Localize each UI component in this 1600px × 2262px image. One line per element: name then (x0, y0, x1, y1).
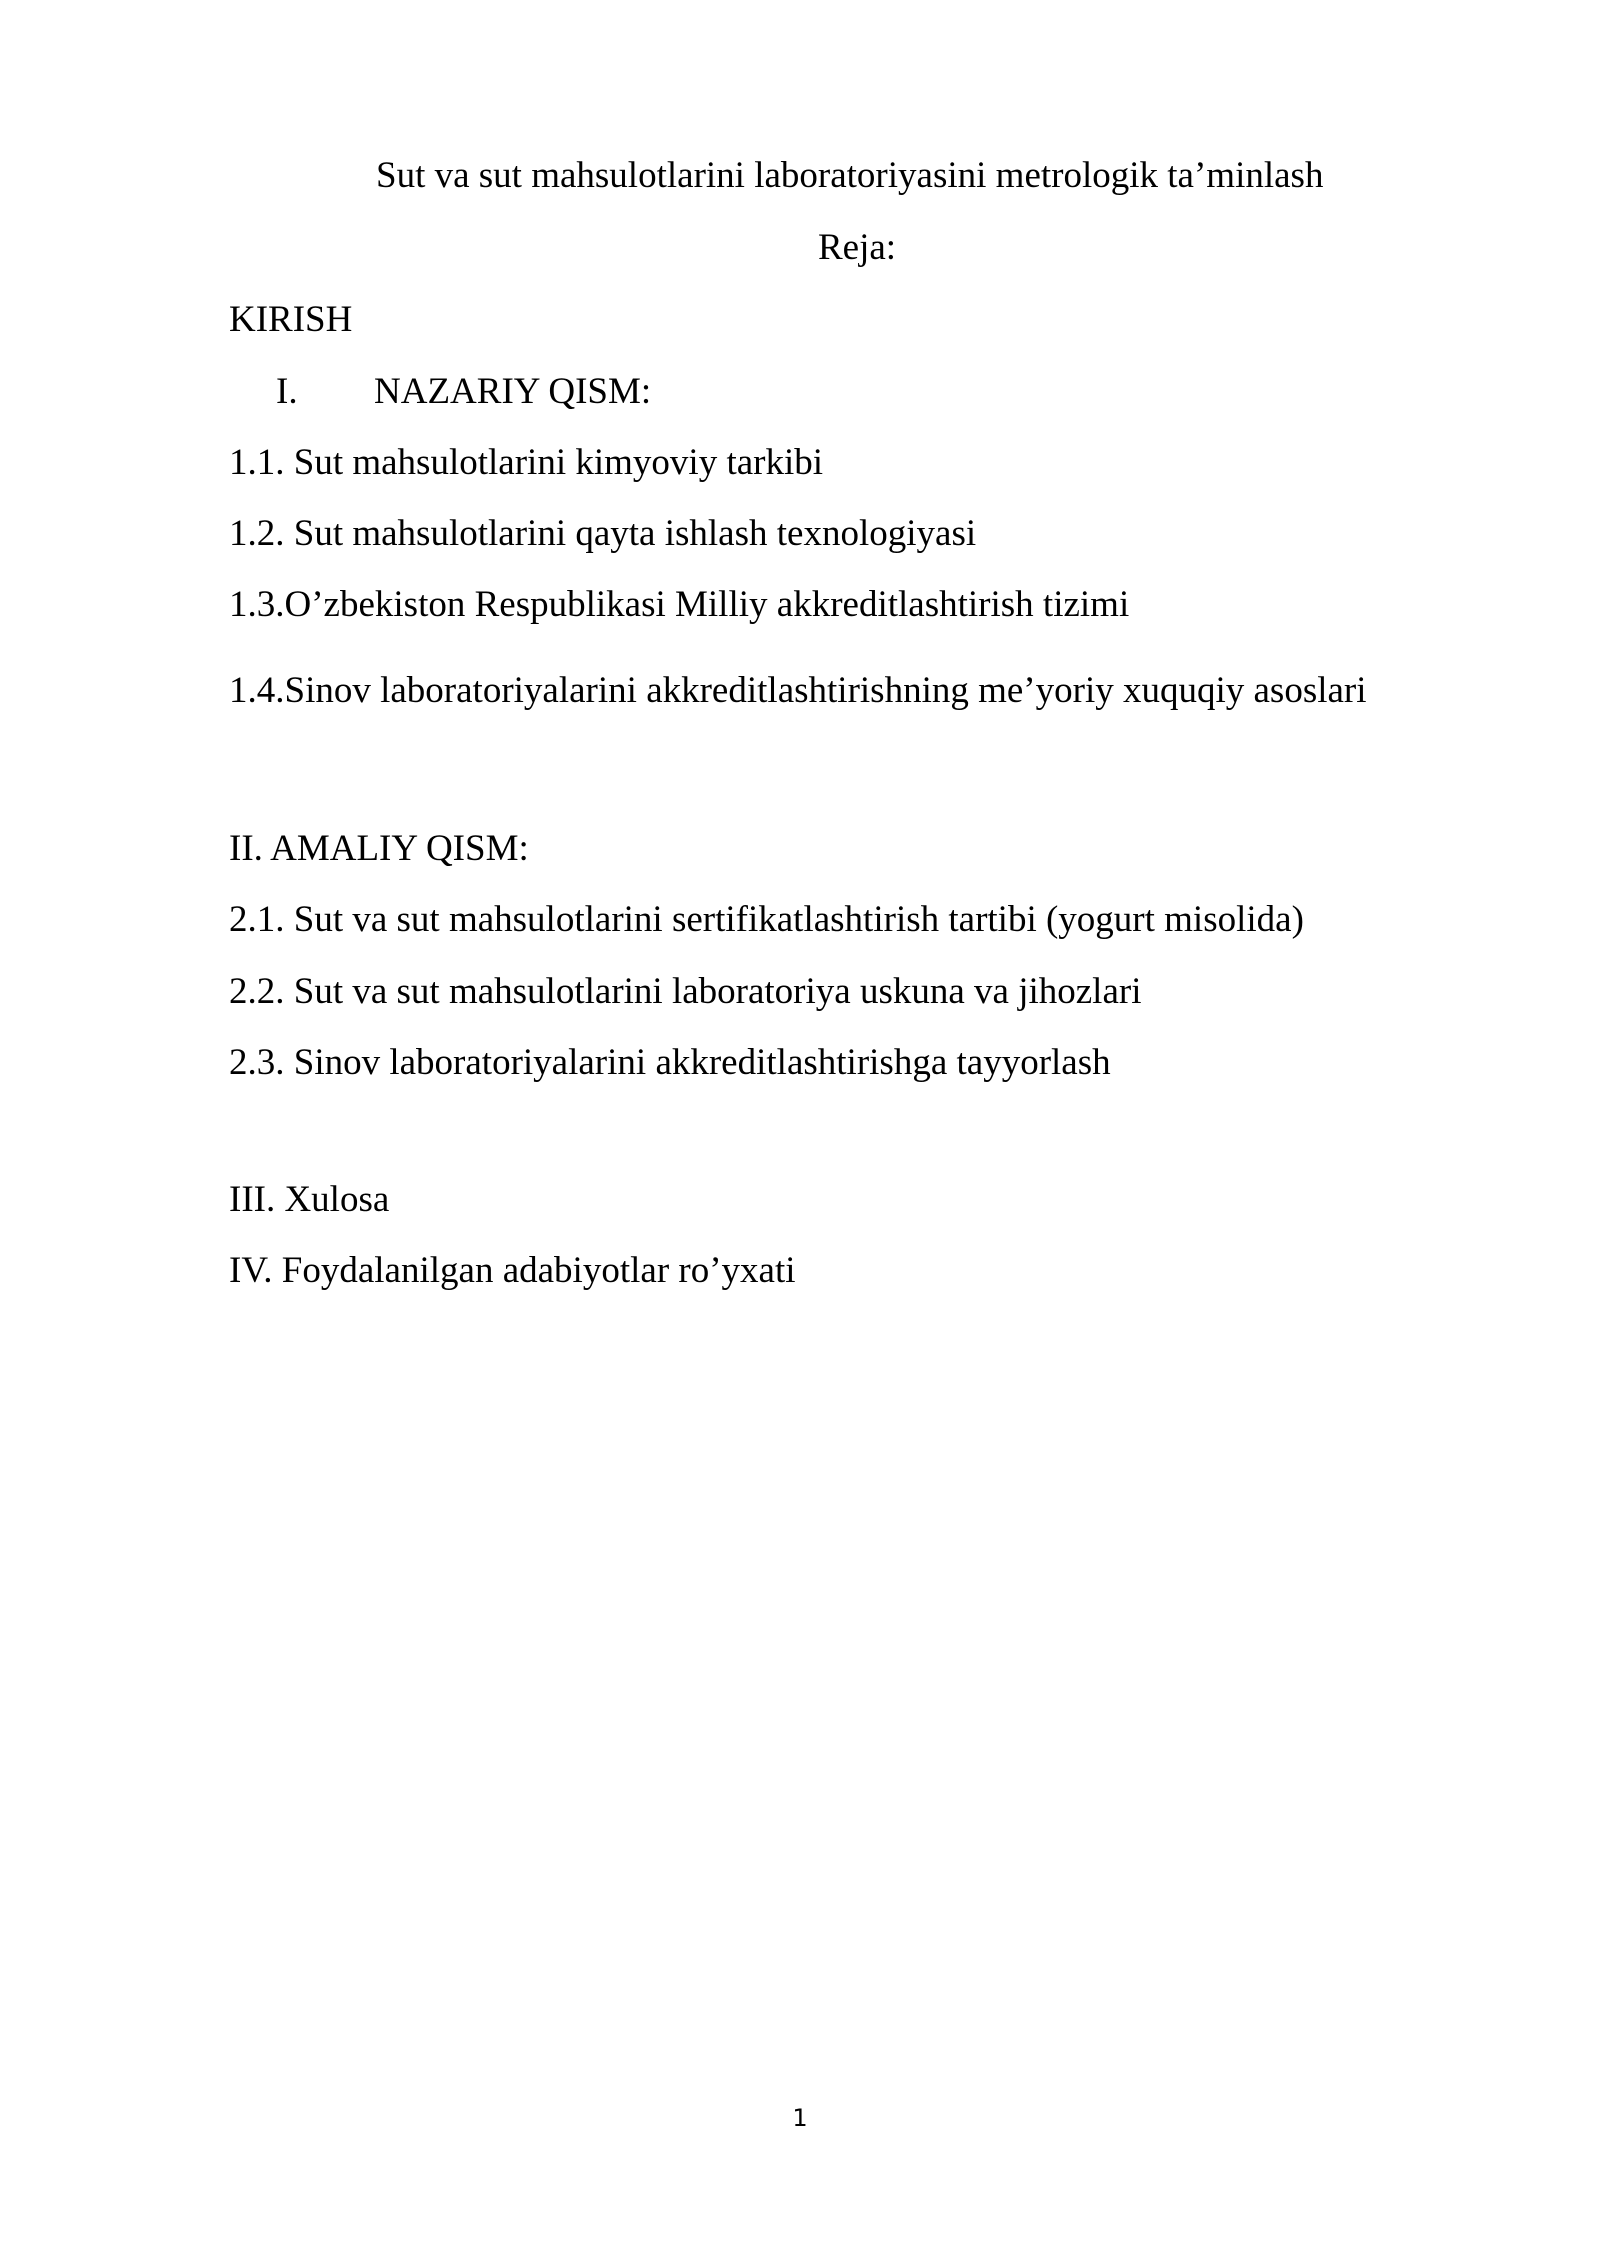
outline-item-1-3: 1.3.O’zbekiston Respublikasi Milliy akkreditlashtirish tizimi (229, 584, 1130, 625)
outline-item-2-2: 2.2. Sut va sut mahsulotlarini laboratoriya uskuna va jihozlari (229, 971, 1142, 1012)
section-1-number: I. (276, 371, 298, 412)
intro-heading: KIRISH (229, 299, 353, 340)
outline-item-2-1: 2.1. Sut va sut mahsulotlarini sertifikatlashtirish tartibi (yogurt misolida) (229, 899, 1304, 940)
document-title: Sut va sut mahsulotlarini laboratoriyasini metrologik ta’minlash (376, 155, 1324, 196)
outline-item-1-4: 1.4.Sinov laboratoriyalarini akkreditlashtirishning me’yoriy xuquqiy asoslari (229, 670, 1367, 711)
section-1-heading: NAZARIY QISM: (374, 371, 652, 412)
plan-heading: Reja: (818, 227, 897, 268)
section-3-heading: III. Xulosa (229, 1179, 390, 1220)
outline-item-2-3: 2.3. Sinov laboratoriyalarini akkreditlashtirishga tayyorlash (229, 1042, 1111, 1083)
outline-item-1-2: 1.2. Sut mahsulotlarini qayta ishlash texnologiyasi (229, 513, 977, 554)
outline-item-1-1: 1.1. Sut mahsulotlarini kimyoviy tarkibi (229, 442, 824, 483)
section-2-heading: II. AMALIY QISM: (229, 828, 529, 869)
section-4-heading: IV. Foydalanilgan adabiyotlar ro’yxati (229, 1250, 796, 1291)
page-number: 1 (792, 2104, 808, 2132)
